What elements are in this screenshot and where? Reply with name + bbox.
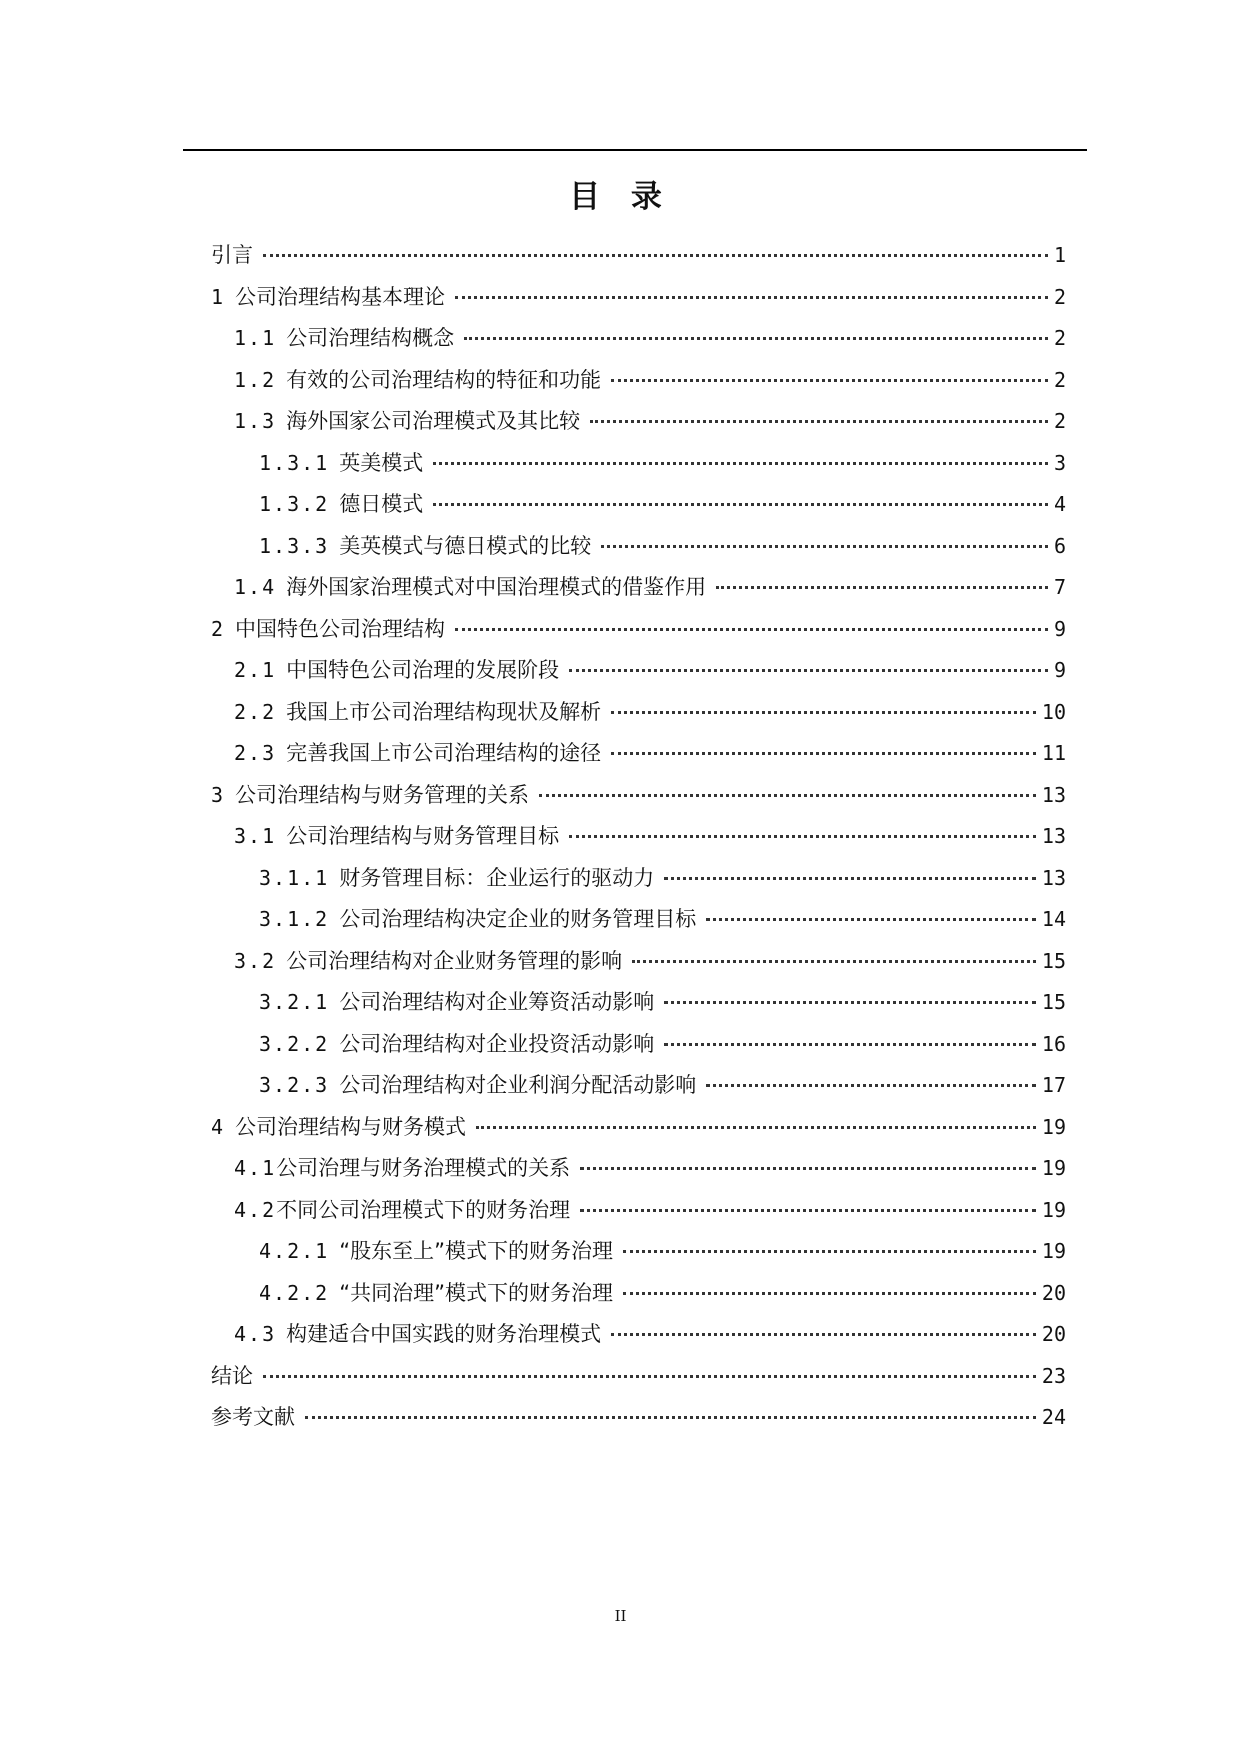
toc-entry-page: 3	[1053, 450, 1066, 475]
toc-dot-leader	[455, 295, 1048, 299]
toc-dot-leader	[464, 336, 1048, 340]
toc-entry-page: 7	[1053, 575, 1066, 599]
toc-entry-page: 19	[1041, 1197, 1066, 1222]
toc-entry-label: 完善我国上市公司治理结构的途径	[286, 741, 602, 765]
toc-entry-label: 结论	[211, 1363, 253, 1388]
toc-entry[interactable]	[211, 899, 1066, 941]
toc-entry-number: 4.2	[234, 1197, 277, 1222]
toc-entry-label: 公司治理与财务治理模式的关系	[276, 1156, 571, 1180]
toc-dot-leader	[433, 502, 1048, 506]
toc-entry-number: 3.1.1	[259, 865, 330, 890]
toc-entry[interactable]	[211, 443, 1066, 485]
toc-entry-number: 4.3	[234, 1322, 277, 1346]
toc-entry-number: 3.2	[234, 948, 277, 973]
toc-entry[interactable]	[211, 1107, 1066, 1149]
toc-entry-label: 公司治理结构基本理论	[235, 284, 446, 309]
toc-entry-page: 17	[1041, 1073, 1066, 1097]
toc-dot-leader	[580, 1208, 1036, 1212]
toc-entry-label: 公司治理结构对企业筹资活动影响	[339, 990, 655, 1014]
toc-dot-leader	[601, 544, 1048, 548]
toc-dot-leader	[263, 253, 1048, 257]
toc-entry-page: 9	[1053, 658, 1066, 682]
toc-entry-label: 海外国家治理模式对中国治理模式的借鉴作用	[286, 575, 707, 599]
toc-dot-leader	[611, 710, 1036, 714]
toc-dot-leader	[569, 834, 1036, 838]
toc-entry-label: 中国特色公司治理结构	[235, 616, 446, 641]
toc-entry-label: 中国特色公司治理的发展阶段	[286, 658, 560, 682]
toc-entry-page: 23	[1041, 1363, 1066, 1388]
toc-dot-leader	[706, 917, 1036, 921]
toc-entry-label: 公司治理结构决定企业的财务管理目标	[339, 907, 697, 931]
toc-entry-number: 1.2	[234, 367, 277, 392]
toc-entry-number: 1.3.3	[259, 533, 330, 558]
toc-entry[interactable]	[211, 526, 1066, 568]
toc-entry-label: 海外国家公司治理模式及其比较	[286, 409, 581, 433]
toc-entry[interactable]	[211, 609, 1066, 651]
toc-entry-page: 20	[1041, 1322, 1066, 1346]
toc-dot-leader	[611, 378, 1048, 382]
toc-entry-number: 1.3.2	[259, 492, 330, 516]
toc-entry-label: “共同治理”模式下的财务治理	[339, 1280, 613, 1305]
toc-entry[interactable]	[211, 1024, 1066, 1066]
toc-entry-label: “股东至上”模式下的财务治理	[339, 1239, 613, 1263]
toc-entry-label: 公司治理结构与财务管理目标	[286, 824, 560, 848]
toc-entry-number: 4.2.2	[259, 1280, 330, 1305]
toc-dot-leader	[433, 461, 1048, 465]
toc-entry-number: 4.2.1	[259, 1239, 330, 1263]
toc-entry[interactable]	[211, 567, 1066, 609]
toc-dot-leader	[664, 1000, 1036, 1004]
toc-entry-label: 公司治理结构对企业利润分配活动影响	[339, 1073, 697, 1097]
toc-entry[interactable]	[211, 941, 1066, 983]
toc-dot-leader	[611, 751, 1036, 755]
toc-entry-page: 16	[1041, 1031, 1066, 1056]
toc-entry[interactable]	[211, 1314, 1066, 1356]
toc-entry[interactable]	[211, 401, 1066, 443]
page-title: 目 录	[569, 179, 672, 215]
toc-entry[interactable]	[211, 1356, 1066, 1398]
toc-entry-page: 2	[1053, 367, 1066, 392]
header-rule	[183, 149, 1087, 151]
toc-entry-label: 公司治理结构概念	[286, 326, 455, 350]
toc-entry-page: 9	[1053, 616, 1066, 641]
toc-entry[interactable]	[211, 1148, 1066, 1190]
toc-entry-page: 11	[1041, 741, 1066, 765]
toc-entry-label: 构建适合中国实践的财务治理模式	[286, 1322, 602, 1346]
toc-entry-number: 3.2.2	[259, 1031, 330, 1056]
toc-entry-page: 2	[1053, 409, 1066, 433]
toc-entry-label: 公司治理结构对企业投资活动影响	[339, 1031, 655, 1056]
toc-entry-number: 1.3.1	[259, 450, 330, 475]
toc-dot-leader	[263, 1374, 1036, 1378]
toc-entry[interactable]	[211, 775, 1066, 817]
toc-entry-number: 4.1	[234, 1156, 277, 1180]
toc-entry[interactable]	[211, 484, 1066, 526]
toc-entry-number: 1.1	[234, 326, 277, 350]
toc-dot-leader	[611, 1332, 1036, 1336]
toc-entry-page: 14	[1041, 907, 1066, 931]
toc-dot-leader	[623, 1249, 1036, 1253]
toc-entry-number: 3.1	[234, 824, 277, 848]
toc-dot-leader	[455, 627, 1048, 631]
toc-entry-label: 我国上市公司治理结构现状及解析	[286, 699, 602, 724]
toc-entry-label: 参考文献	[211, 1405, 295, 1429]
toc-entry[interactable]	[211, 1231, 1066, 1273]
toc-entry[interactable]	[211, 360, 1066, 402]
toc-dot-leader	[706, 1083, 1036, 1087]
toc-entry-number: 2.3	[234, 741, 277, 765]
toc-dot-leader	[580, 1166, 1036, 1170]
toc-entry-page: 2	[1053, 284, 1066, 309]
toc-entry-label: 引言	[211, 243, 253, 267]
toc-dot-leader	[305, 1415, 1036, 1419]
toc-entry-page: 15	[1041, 948, 1066, 973]
toc-entry-page: 13	[1041, 865, 1066, 890]
toc-entry-number: 2.1	[234, 658, 277, 682]
toc-entry[interactable]	[211, 982, 1066, 1024]
toc-entry-label: 不同公司治理模式下的财务治理	[276, 1197, 571, 1222]
toc-dot-leader	[623, 1291, 1036, 1295]
toc-entry-page: 24	[1041, 1405, 1066, 1429]
toc-entry[interactable]	[211, 1065, 1066, 1107]
toc-entry-page: 1	[1053, 243, 1066, 267]
toc-entry-page: 13	[1041, 824, 1066, 848]
toc-dot-leader	[664, 1042, 1036, 1046]
toc-entry[interactable]	[211, 1190, 1066, 1232]
toc-entry-number: 3.2.3	[259, 1073, 330, 1097]
toc-entry-number: 1	[211, 284, 226, 309]
toc-entry-page: 19	[1041, 1156, 1066, 1180]
toc-entry-page: 13	[1041, 782, 1066, 807]
toc-entry-number: 4	[211, 1114, 226, 1139]
toc-entry[interactable]	[211, 318, 1066, 360]
toc-entry-page: 4	[1053, 492, 1066, 516]
toc-entry[interactable]	[211, 277, 1066, 319]
toc-entry[interactable]	[211, 692, 1066, 734]
toc-entry-number: 2.2	[234, 699, 277, 724]
toc-dot-leader	[716, 585, 1048, 589]
toc-dot-leader	[569, 668, 1048, 672]
toc-entry-number: 1.4	[234, 575, 277, 599]
toc-entry[interactable]	[211, 733, 1066, 775]
toc-entry-page: 19	[1041, 1114, 1066, 1139]
toc-entry[interactable]	[211, 1397, 1066, 1439]
toc-entry-number: 3.2.1	[259, 990, 330, 1014]
page-number: II	[614, 1607, 627, 1625]
toc-entry-number: 3	[211, 782, 226, 807]
toc-dot-leader	[539, 793, 1036, 797]
toc-entry[interactable]	[211, 650, 1066, 692]
toc-entry-page: 19	[1041, 1239, 1066, 1263]
toc-entry-page: 2	[1053, 326, 1066, 350]
toc-entry-page: 6	[1053, 533, 1066, 558]
toc-entry-page: 10	[1041, 699, 1066, 724]
toc-entry-number: 2	[211, 616, 226, 641]
toc-dot-leader	[476, 1125, 1036, 1129]
toc-entry-number: 3.1.2	[259, 907, 330, 931]
toc-entry-label: 英美模式	[339, 450, 424, 475]
toc-entry-label: 财务管理目标：企业运行的驱动力	[339, 865, 655, 890]
toc-entry-page: 15	[1041, 990, 1066, 1014]
toc-entry-label: 美英模式与德日模式的比较	[339, 533, 592, 558]
toc-entry[interactable]	[211, 1273, 1066, 1315]
toc-dot-leader	[664, 876, 1036, 880]
toc-entry-label: 有效的公司治理结构的特征和功能	[286, 367, 602, 392]
toc-entry-label: 公司治理结构与财务模式	[235, 1114, 467, 1139]
toc-entry-page: 20	[1041, 1280, 1066, 1305]
toc-entry-number: 1.3	[234, 409, 277, 433]
toc-entry-label: 公司治理结构与财务管理的关系	[235, 782, 530, 807]
table-of-contents	[211, 235, 1066, 1439]
toc-entry[interactable]	[211, 235, 1066, 277]
toc-entry-label: 德日模式	[339, 492, 424, 516]
toc-entry[interactable]	[211, 858, 1066, 900]
toc-dot-leader	[590, 419, 1048, 423]
toc-entry-label: 公司治理结构对企业财务管理的影响	[286, 948, 623, 973]
toc-dot-leader	[632, 959, 1036, 963]
toc-entry[interactable]	[211, 816, 1066, 858]
